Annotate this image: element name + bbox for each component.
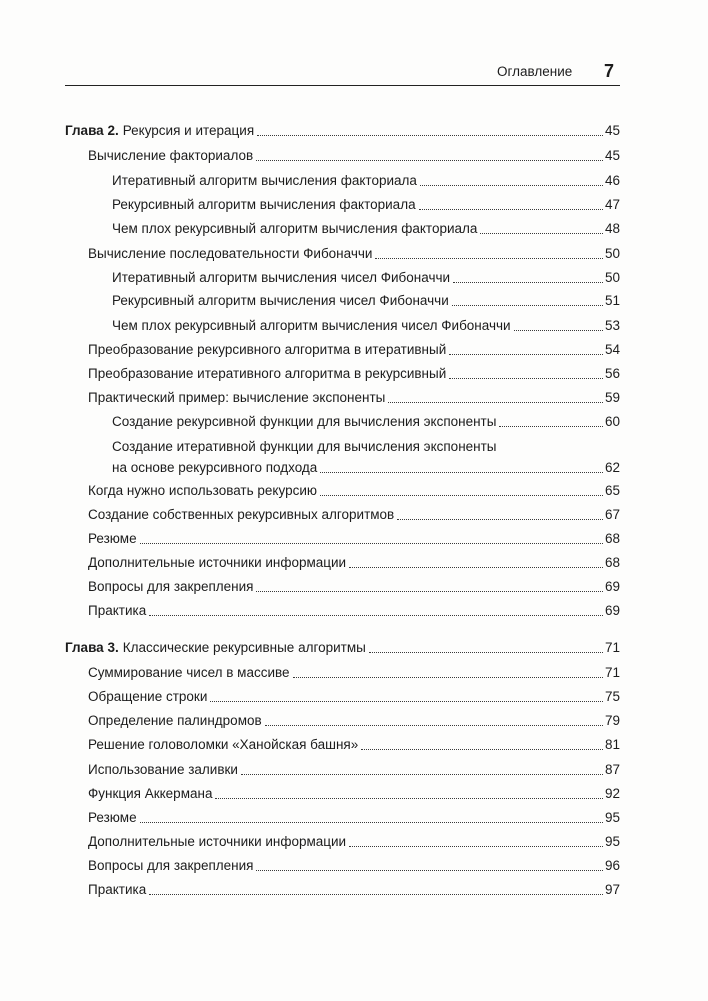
toc-page-number: 50 bbox=[604, 246, 620, 261]
toc-page-number: 50 bbox=[604, 270, 620, 285]
chapter-title: Рекурсия и итерация bbox=[122, 123, 255, 138]
toc-entry bbox=[88, 809, 620, 827]
toc-entry bbox=[88, 554, 620, 572]
dot-leader bbox=[349, 846, 603, 847]
dot-leader bbox=[149, 894, 603, 895]
dot-leader bbox=[320, 495, 603, 496]
toc-entry bbox=[88, 833, 620, 851]
chapter-title: Классические рекурсивные алгоритмы bbox=[122, 640, 366, 655]
toc-page-number: 71 bbox=[604, 640, 620, 655]
toc-entry-title: Рекурсивный алгоритм вычисления чисел Фибоначчи bbox=[112, 293, 449, 308]
chapter-label: Глава 2. bbox=[65, 123, 119, 138]
chapter-label: Глава 3. bbox=[65, 640, 119, 655]
toc-entry-title: Когда нужно использовать рекурсию bbox=[88, 483, 317, 498]
toc-entry-title: Резюме bbox=[88, 810, 137, 825]
running-title: Оглавление bbox=[497, 64, 573, 79]
dot-leader bbox=[256, 591, 602, 592]
toc-page-number: 65 bbox=[604, 483, 620, 498]
toc-entry-title: Чем плох рекурсивный алгоритм вычисления факториала bbox=[112, 221, 478, 236]
dot-leader bbox=[514, 330, 603, 331]
toc-entry-title: Дополнительные источники информации bbox=[88, 834, 347, 849]
toc-page-number: 59 bbox=[604, 390, 620, 405]
toc-page-number: 71 bbox=[604, 665, 620, 680]
toc-entry-title: Рекурсивный алгоритм вычисления факториала bbox=[112, 197, 416, 212]
toc-page-number: 96 bbox=[604, 858, 620, 873]
toc-page-number: 67 bbox=[604, 507, 620, 522]
toc-entry bbox=[88, 365, 620, 383]
toc-page-number: 79 bbox=[604, 713, 620, 728]
dot-leader bbox=[320, 472, 603, 473]
toc-page-number: 81 bbox=[604, 737, 620, 752]
toc-page-number: 48 bbox=[604, 221, 620, 236]
toc-page-number: 68 bbox=[604, 555, 620, 570]
dot-leader bbox=[499, 426, 603, 427]
toc-entry-title: Функция Аккермана bbox=[88, 786, 213, 801]
toc-page-number: 97 bbox=[604, 882, 620, 897]
dot-leader bbox=[149, 615, 603, 616]
dot-leader bbox=[397, 519, 603, 520]
toc-page-number: 47 bbox=[604, 197, 620, 212]
toc-entry bbox=[88, 389, 620, 407]
toc-entry bbox=[88, 341, 620, 359]
toc-entry bbox=[88, 602, 620, 620]
toc-entry-title: Создание собственных рекурсивных алгоритмов bbox=[88, 507, 395, 522]
dot-leader bbox=[419, 209, 603, 210]
dot-leader bbox=[257, 135, 603, 136]
toc-page-number: 69 bbox=[604, 579, 620, 594]
toc-entry bbox=[88, 857, 620, 875]
toc-page-number: 69 bbox=[604, 603, 620, 618]
toc-entry-title: Практика bbox=[88, 603, 147, 618]
toc-page-number: 75 bbox=[604, 689, 620, 704]
toc-entry-title: Чем плох рекурсивный алгоритм вычисления чисел Фибоначчи bbox=[112, 318, 511, 333]
toc-subentry bbox=[112, 172, 620, 190]
header-rule bbox=[65, 85, 620, 86]
dot-leader bbox=[420, 185, 603, 186]
dot-leader bbox=[140, 543, 603, 544]
toc-entry-title: Определение палиндромов bbox=[88, 713, 262, 728]
toc-page-number: 56 bbox=[604, 366, 620, 381]
toc-entry bbox=[88, 506, 620, 524]
toc-page-number: 51 bbox=[604, 293, 620, 308]
dot-leader bbox=[241, 774, 603, 775]
toc-entry-title: Создание итеративной функции для вычисления экспоненты bbox=[112, 439, 497, 454]
dot-leader bbox=[293, 677, 603, 678]
toc-entry-title: Решение головоломки «Ханойская башня» bbox=[88, 737, 359, 752]
toc-page-number: 46 bbox=[604, 173, 620, 188]
toc-entry-title: Дополнительные источники информации bbox=[88, 555, 347, 570]
toc-entry bbox=[88, 881, 620, 899]
toc-entry-title: Обращение строки bbox=[88, 689, 208, 704]
toc-entry-title: Вопросы для закрепления bbox=[88, 579, 254, 594]
toc-entry bbox=[88, 688, 620, 706]
dot-leader bbox=[210, 701, 603, 702]
dot-leader bbox=[256, 870, 602, 871]
toc-entry-title: Итеративный алгоритм вычисления факториала bbox=[112, 173, 417, 188]
toc-entry bbox=[88, 530, 620, 548]
dot-leader bbox=[361, 749, 603, 750]
toc-page-number: 54 bbox=[604, 342, 620, 357]
toc-entry-title: Вычисление последовательности Фибоначчи bbox=[88, 246, 373, 261]
toc-page-number: 87 bbox=[604, 762, 620, 777]
toc-entry bbox=[88, 245, 620, 263]
toc-entry-title: Вычисление факториалов bbox=[88, 148, 254, 163]
dot-leader bbox=[369, 652, 603, 653]
toc-entry-title: Преобразование рекурсивного алгоритма в итеративный bbox=[88, 342, 447, 357]
toc-subentry bbox=[112, 413, 620, 431]
dot-leader bbox=[265, 725, 603, 726]
toc-subentry bbox=[112, 317, 620, 335]
dot-leader bbox=[452, 305, 603, 306]
toc-entry-continuation bbox=[112, 457, 620, 478]
toc-page-number: 45 bbox=[604, 123, 620, 138]
toc-page-number: 95 bbox=[604, 834, 620, 849]
dot-leader bbox=[388, 402, 603, 403]
toc-entry-title: Итеративный алгоритм вычисления чисел Фибоначчи bbox=[112, 270, 451, 285]
toc-chapter-3 bbox=[65, 639, 620, 657]
toc-entry bbox=[88, 712, 620, 730]
toc-entry bbox=[88, 664, 620, 682]
toc-entry bbox=[88, 578, 620, 596]
toc-entry-title: Преобразование итеративного алгоритма в рекурсивный bbox=[88, 366, 447, 381]
toc-page-number: 95 bbox=[604, 810, 620, 825]
toc-entry-title: Использование заливки bbox=[88, 762, 238, 777]
toc-subentry bbox=[112, 292, 620, 310]
toc-subentry bbox=[112, 220, 620, 238]
toc-entry-title: Суммирование чисел в массиве bbox=[88, 665, 290, 680]
toc-entry bbox=[88, 785, 620, 803]
toc-subentry bbox=[112, 196, 620, 214]
page-number: 7 bbox=[604, 61, 615, 81]
dot-leader bbox=[349, 567, 603, 568]
dot-leader bbox=[453, 282, 603, 283]
toc-entry-title: Создание рекурсивной функции для вычисления экспоненты bbox=[112, 414, 497, 429]
toc-page-number: 92 bbox=[604, 786, 620, 801]
toc-entry bbox=[88, 482, 620, 500]
dot-leader bbox=[449, 354, 603, 355]
toc-entry-title: Практический пример: вычисление экспоненты bbox=[88, 390, 386, 405]
dot-leader bbox=[256, 160, 603, 161]
toc-subentry bbox=[112, 269, 620, 287]
dot-leader bbox=[375, 258, 603, 259]
toc-page-number: 45 bbox=[604, 148, 620, 163]
toc-page-number: 60 bbox=[604, 414, 620, 429]
toc-entry-title: Практика bbox=[88, 882, 147, 897]
toc-page-number: 68 bbox=[604, 531, 620, 546]
toc-chapter-2 bbox=[65, 122, 620, 140]
toc-entry-title-cont: на основе рекурсивного подхода bbox=[112, 460, 318, 475]
toc-entry bbox=[88, 147, 620, 165]
dot-leader bbox=[140, 822, 603, 823]
toc-subentry-multiline bbox=[112, 436, 620, 478]
toc-entry bbox=[88, 736, 620, 754]
toc-entry bbox=[88, 761, 620, 779]
dot-leader bbox=[480, 233, 603, 234]
dot-leader bbox=[449, 378, 603, 379]
toc-entry-title: Резюме bbox=[88, 531, 137, 546]
dot-leader bbox=[215, 798, 603, 799]
toc-entry-title: Вопросы для закрепления bbox=[88, 858, 254, 873]
toc-page-number: 53 bbox=[604, 318, 620, 333]
toc-page-number: 62 bbox=[604, 460, 620, 475]
